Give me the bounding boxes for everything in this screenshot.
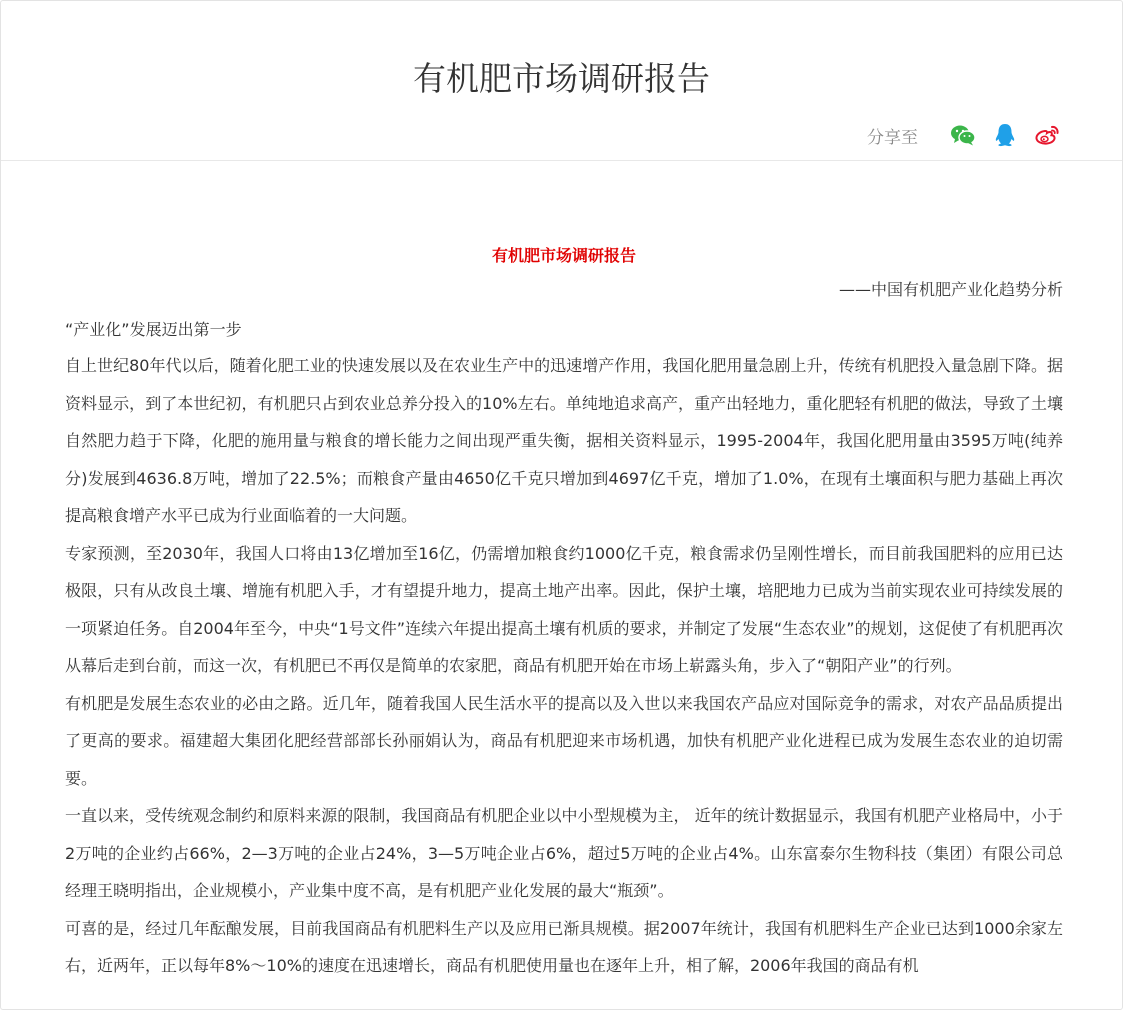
weibo-icon[interactable] <box>1034 122 1060 148</box>
share-label: 分享至 <box>867 127 918 148</box>
paragraph: 一直以来，受传统观念制约和原料来源的限制，我国商品有机肥企业以中小型规模为主， 近年的统计数据显示，我国有机肥产业格局中，小于2万吨的企业约占66%，2—3万吨的企业占24%，3—5万吨企业占6%，超过5万吨的企业占4%。山东富泰尔生物科技（集团）有限公司总经理王晓明指出，企业规模小，产业集中度不高，是有机肥产业化发展的最大“瓶颈”。 <box>65 806 1063 900</box>
page-title: 有机肥市场调研报告 <box>413 59 710 98</box>
qq-icon[interactable] <box>992 122 1018 148</box>
article-body <box>65 239 1063 985</box>
section-heading: “产业化”发展迈出第一步 <box>65 320 242 339</box>
paragraph: 自上世纪80年代以后，随着化肥工业的快速发展以及在农业生产中的迅速增产作用，我国化肥用量急剧上升，传统有机肥投入量急剧下降。据资料显示，到了本世纪初，有机肥只占到农业总养分投入的10%左右。单纯地追求高产，重产出轻地力，重化肥轻有机肥的做法，导致了土壤自然肥力趋于下降，化肥的施用量与粮食的增长能力之间出现严重失衡，据相关资料显示，1995-2004年，我国化肥用量由3595万吨(纯养分)发展到4636.8万吨，增加了22.5%；而粮食产量由4650亿千克只增加到4697亿千克，增加了1.0%，在现有土壤面积与肥力基础上再次提高粮食增产水平已成为行业面临着的一大问题。 <box>65 356 1063 525</box>
page-header <box>1 1 1122 161</box>
wechat-icon[interactable] <box>950 122 976 148</box>
paragraph: 可喜的是，经过几年酝酿发展，目前我国商品有机肥料生产以及应用已渐具规模。据2007年统计，我国有机肥料生产企业已达到1000余家左右，近两年，正以每年8%～10%的速度在迅速增长，商品有机肥使用量也在逐年上升，相了解，2006年我国的商品有机 <box>65 918 1063 975</box>
article-subtitle: ——中国有机肥产业化趋势分析 <box>838 280 1063 299</box>
share-bar <box>867 122 1060 148</box>
paragraph: 专家预测，至2030年，我国人口将由13亿增加至16亿，仍需增加粮食约1000亿千克，粮食需求仍呈刚性增长，而目前我国肥料的应用已达极限，只有从改良土壤、增施有机肥入手，才有望提升地力，提高土地产出率。因此，保护土壤，培肥地力已成为当前实现农业可持续发展的一项紧迫任务。自2004年至今，中央“1号文件”连续六年提出提高土壤有机质的要求，并制定了发展“生态农业”的规划，这促使了有机肥再次从幕后走到台前，而这一次，有机肥已不再仅是简单的农家肥，商品有机肥开始在市场上崭露头角，步入了“朝阳产业”的行列。 <box>65 543 1063 675</box>
article-heading: 有机肥市场调研报告 <box>491 246 636 265</box>
paragraph: 有机肥是发展生态农业的必由之路。近几年，随着我国人民生活水平的提高以及入世以来我国农产品应对国际竞争的需求，对农产品品质提出了更高的要求。福建超大集团化肥经营部部长孙丽娟认为，商品有机肥迎来市场机遇，加快有机肥产业化进程已成为发展生态农业的迫切需要。 <box>65 693 1063 788</box>
